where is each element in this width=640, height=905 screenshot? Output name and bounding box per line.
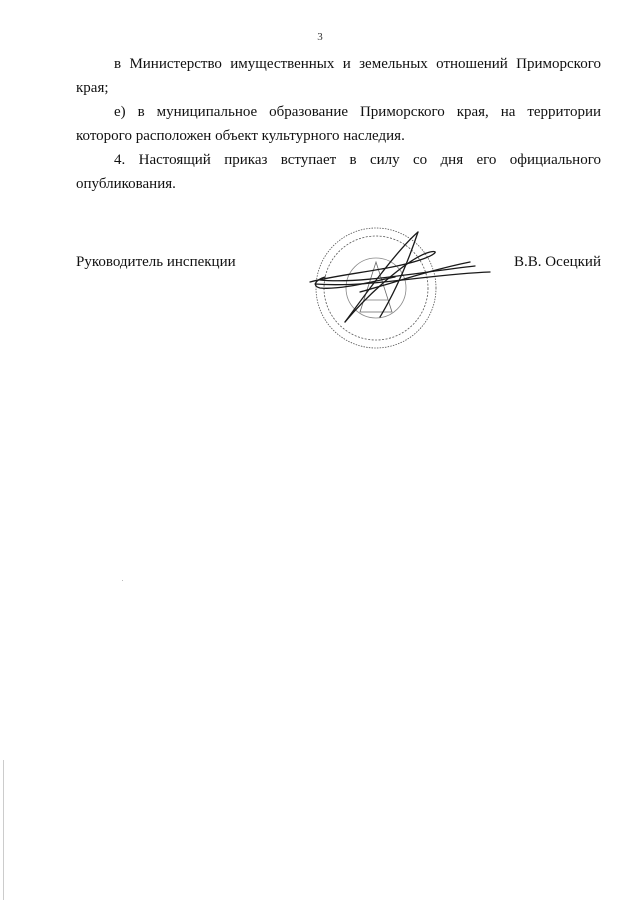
scan-speck [122,580,123,581]
page-number: 3 [317,31,323,43]
paragraph-entry-into-force: 4. Настоящий приказ вступает в силу со дня его официального опубликования. [76,152,601,192]
scan-edge-mark [3,760,4,900]
signatory-title: Руководитель инспекции [76,254,236,270]
signatory-name: В.В. Осецкий [514,254,601,270]
handwritten-signature-icon [310,232,490,322]
seal-and-signature-icon [300,222,500,357]
paragraph-recipient-ministry: в Министерство имущественных и земельных отношений Приморского края; [76,56,601,96]
paragraph-recipient-municipality: е) в муниципальное образование Приморского края, на территории которого расположен объект культурного наследия. [76,104,601,144]
document-body [76,52,601,196]
